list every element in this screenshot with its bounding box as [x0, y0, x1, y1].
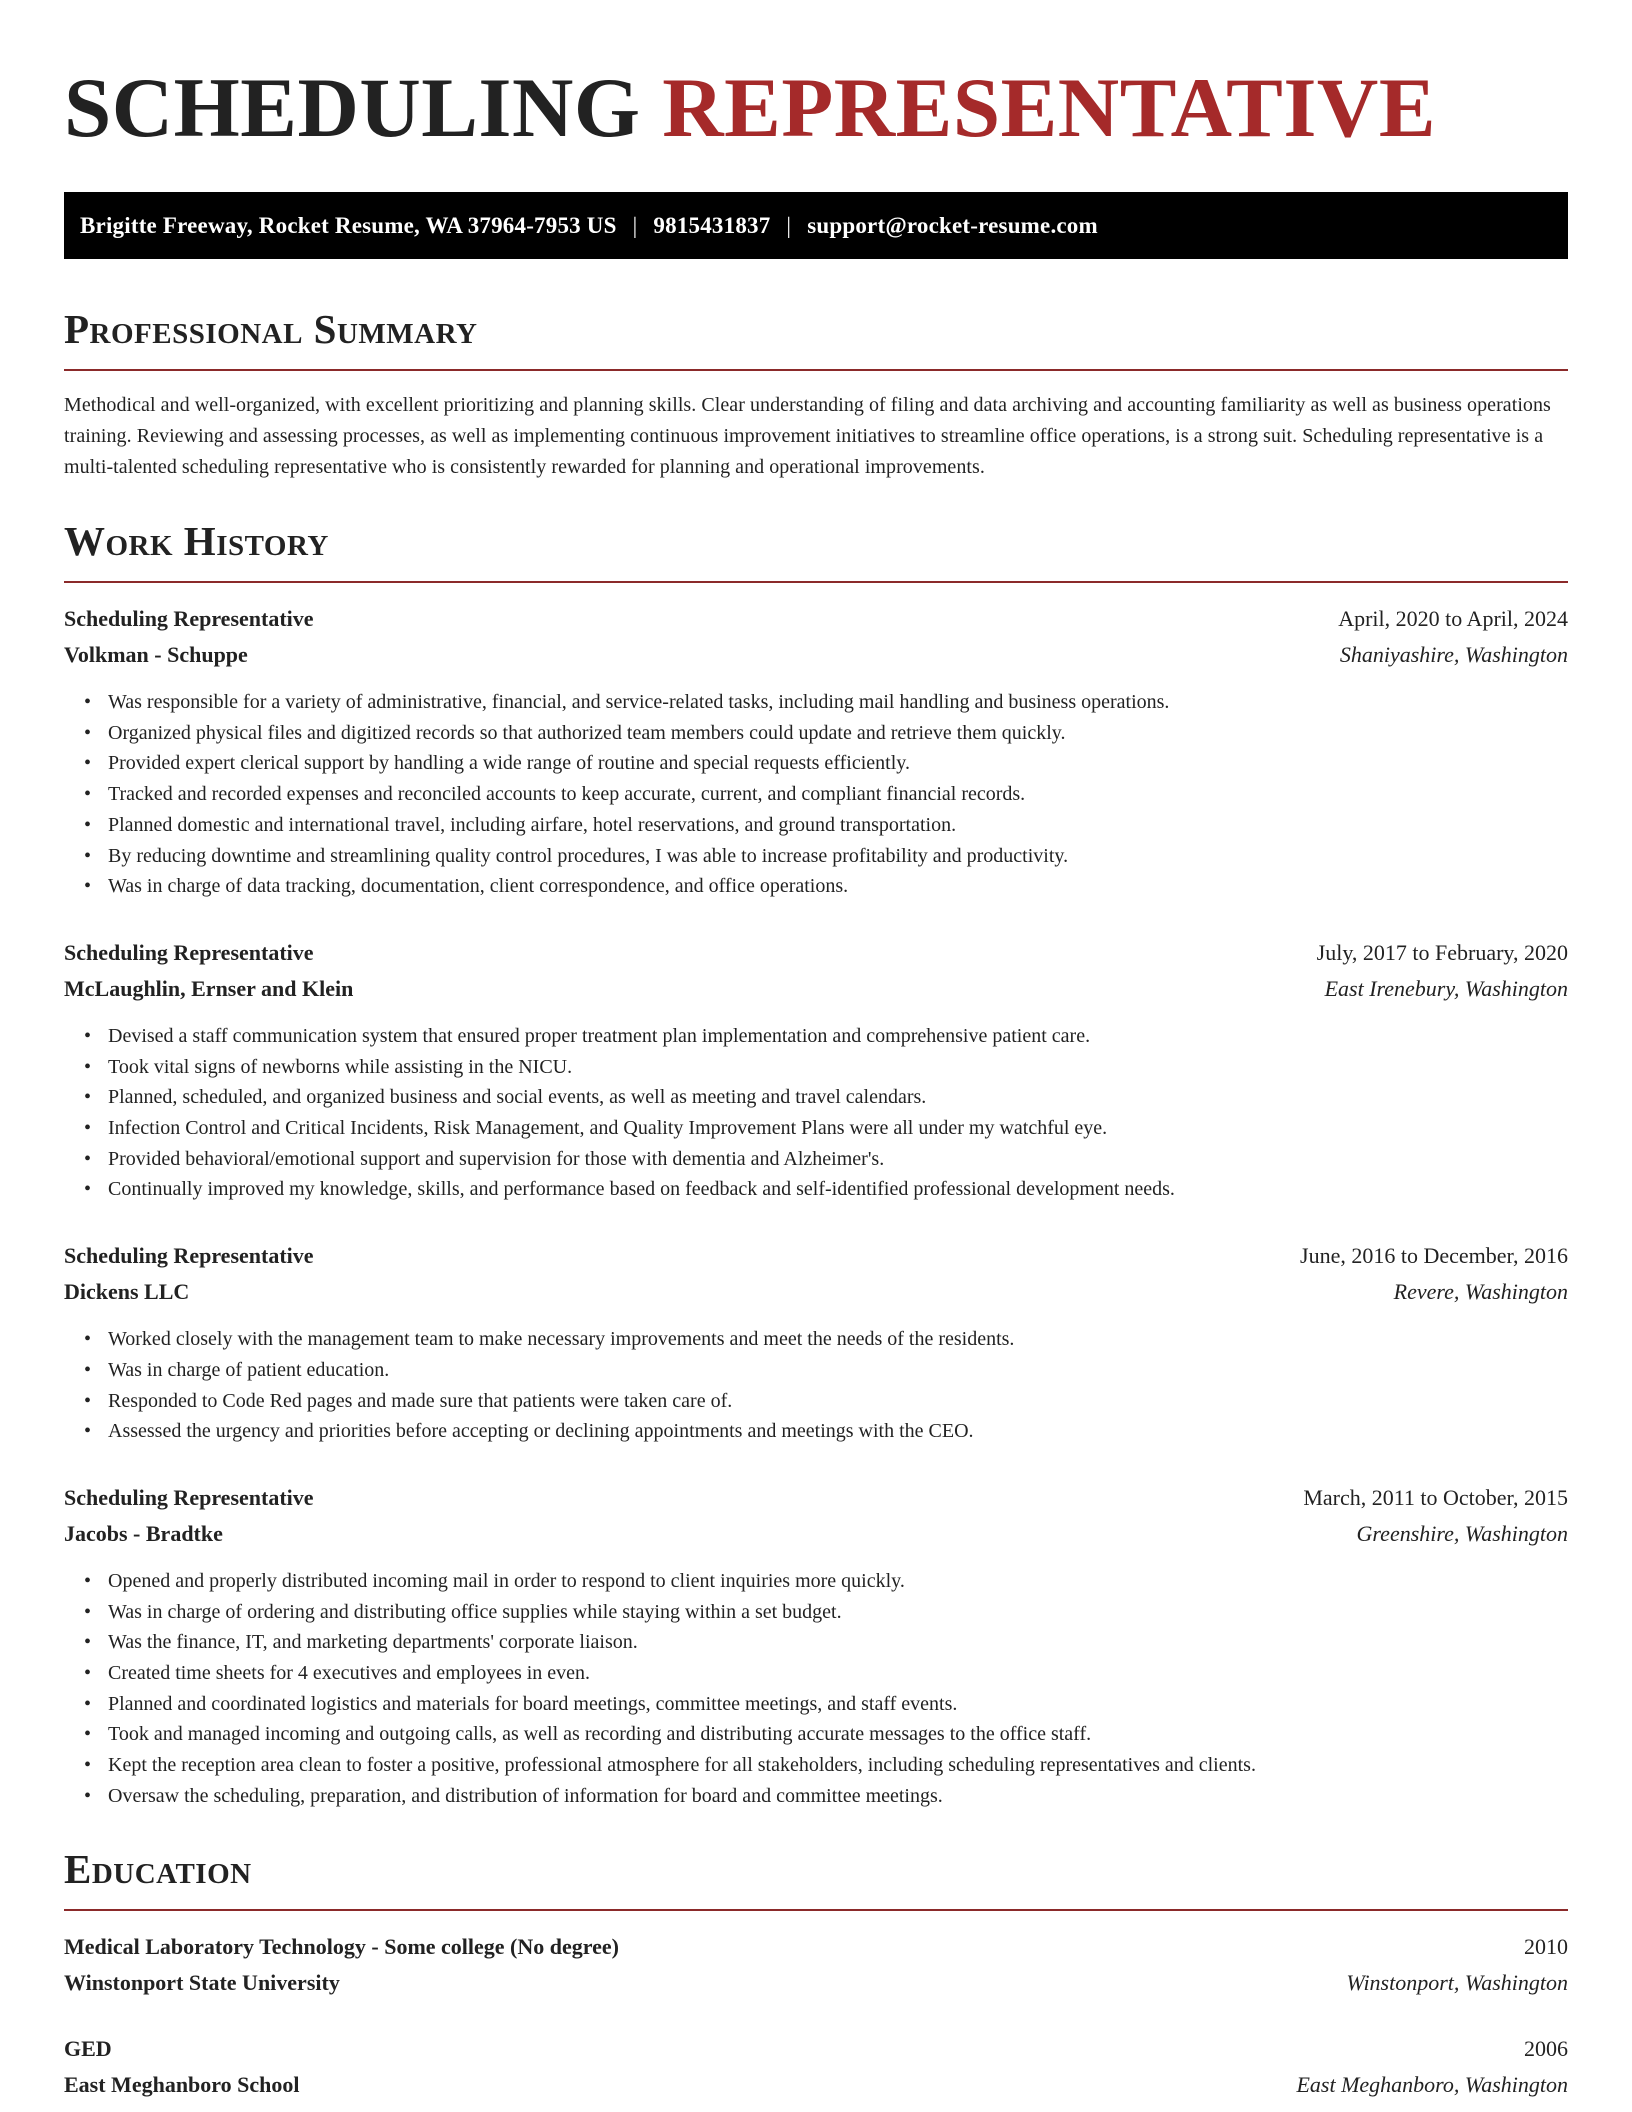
job-bullet: • Provided behavioral/emotional support and supervision for those with dementia and Alzheimer's.: [108, 1144, 1568, 1175]
job-bullet: • Took vital signs of newborns while assisting in the NICU.: [108, 1052, 1568, 1083]
job-bullet: • Planned, scheduled, and organized business and social events, as well as meeting and travel calendars.: [108, 1082, 1568, 1113]
job-bullets: [64, 687, 1568, 902]
education-year: 2006: [1524, 2035, 1568, 2061]
job-bullet: • Was in charge of ordering and distributing office supplies while staying within a set budget.: [108, 1597, 1568, 1628]
job-title: Scheduling Representative: [64, 1243, 314, 1269]
job-bullet: • Assessed the urgency and priorities before accepting or declining appointments and meetings with the CEO.: [108, 1416, 1568, 1447]
contact-bar: [64, 192, 1568, 259]
job-bullet: • Was in charge of patient education.: [108, 1355, 1568, 1386]
job-bullet: • Was the finance, IT, and marketing departments' corporate liaison.: [108, 1627, 1568, 1658]
job-bullet: • Planned domestic and international travel, including airfare, hotel reservations, and ground transportation.: [108, 810, 1568, 841]
job-entry: [64, 1242, 1568, 1447]
job-bullet: • Organized physical files and digitized records so that authorized team members could update and retrieve them quickly.: [108, 718, 1568, 749]
job-bullet: • Infection Control and Critical Incidents, Risk Management, and Quality Improvement Plans were all under my watchful eye.: [108, 1113, 1568, 1144]
job-dates: March, 2011 to October, 2015: [1303, 1484, 1568, 1510]
resume-title: [64, 54, 1568, 155]
education-degree: GED: [64, 2035, 112, 2061]
job-company: Dickens LLC: [64, 1279, 190, 1305]
contact-address: Brigitte Freeway, Rocket Resume, WA 37964-7953 US: [80, 212, 617, 238]
job-bullet: • Kept the reception area clean to foster a positive, professional atmosphere for all stakeholders, including scheduling representatives and clients.: [108, 1750, 1568, 1781]
contact-phone: 9815431837: [653, 212, 771, 238]
education-school: East Meghanboro School: [64, 2071, 300, 2097]
job-bullet: • Provided expert clerical support by handling a wide range of routine and special requests efficiently.: [108, 748, 1568, 779]
job-bullets: [64, 1021, 1568, 1205]
job-location: Greenshire, Washington: [1356, 1520, 1568, 1546]
job-bullet: • Oversaw the scheduling, preparation, and distribution of information for board and committee meetings.: [108, 1781, 1568, 1812]
job-bullet: • Was in charge of data tracking, documentation, client correspondence, and office operations.: [108, 871, 1568, 902]
job-bullet: • Continually improved my knowledge, skills, and performance based on feedback and self-identified professional development needs.: [108, 1174, 1568, 1205]
summary-heading: Professional Summary: [64, 306, 478, 352]
job-bullets: [64, 1324, 1568, 1447]
job-dates: April, 2020 to April, 2024: [1338, 606, 1568, 631]
education-school: Winstonport State University: [64, 1969, 340, 1995]
education-entry: [64, 1933, 1568, 1997]
job-bullet: • Created time sheets for 4 executives and employees in even.: [108, 1658, 1568, 1689]
job-title: Scheduling Representative: [64, 1484, 314, 1510]
job-entry: [64, 605, 1568, 902]
title-main: SCHEDULING: [64, 61, 641, 155]
contact-separator: |: [632, 212, 638, 238]
education-year: 2010: [1524, 1933, 1568, 1959]
education-degree: Medical Laboratory Technology - Some college (No degree): [64, 1933, 619, 1959]
job-bullet: • Tracked and recorded expenses and reconciled accounts to keep accurate, current, and compliant financial records.: [108, 779, 1568, 810]
job-location: East Irenebury, Washington: [1324, 975, 1568, 1001]
education-section: [64, 1845, 1568, 2099]
job-dates: June, 2016 to December, 2016: [1300, 1243, 1568, 1269]
job-location: Revere, Washington: [1393, 1279, 1568, 1305]
work-history-section: [64, 518, 1568, 1812]
job-dates: July, 2017 to February, 2020: [1316, 939, 1568, 965]
job-location: Shaniyashire, Washington: [1339, 642, 1568, 667]
job-bullet: • Responded to Code Red pages and made sure that patients were taken care of.: [108, 1386, 1568, 1417]
contact-separator: |: [786, 212, 792, 238]
job-bullet: • Devised a staff communication system that ensured proper treatment plan implementation and comprehensive patient care.: [108, 1021, 1568, 1052]
job-entry: [64, 939, 1568, 1205]
job-company: Volkman - Schuppe: [64, 642, 248, 667]
job-entry: [64, 1484, 1568, 1812]
job-company: Jacobs - Bradtke: [64, 1520, 223, 1546]
job-title: Scheduling Representative: [64, 939, 314, 965]
section-divider: [64, 581, 1568, 583]
section-divider: [64, 369, 1568, 371]
job-company: McLaughlin, Ernser and Klein: [64, 975, 354, 1001]
summary-section: [64, 306, 1568, 483]
education-location: Winstonport, Washington: [1346, 1969, 1568, 1995]
job-title: Scheduling Representative: [64, 606, 314, 631]
education-location: East Meghanboro, Washington: [1296, 2071, 1568, 2097]
summary-text: Methodical and well-organized, with excellent prioritizing and planning skills. Clear understanding of filing and data archiving and accounting familiarity as well as business operations training. Reviewing and assessing processes, as well as implementing continuous improvement initiatives to streamline office operations, is a strong suit. Scheduling representative is a multi-talented scheduling representative who is consistently rewarded for planning and operational improvements.: [64, 394, 1551, 478]
job-bullet: • Planned and coordinated logistics and materials for board meetings, committee meetings, and staff events.: [108, 1689, 1568, 1720]
job-bullets: [64, 1566, 1568, 1812]
job-bullet: • Took and managed incoming and outgoing calls, as well as recording and distributing accurate messages to the office staff.: [108, 1719, 1568, 1750]
job-bullet: • Was responsible for a variety of administrative, financial, and service-related tasks, including mail handling and business operations.: [108, 687, 1568, 718]
work-history-heading: Work History: [64, 518, 329, 564]
section-divider: [64, 1909, 1568, 1911]
job-bullet: • Opened and properly distributed incoming mail in order to respond to client inquiries more quickly.: [108, 1566, 1568, 1597]
education-heading: Education: [64, 1845, 252, 1892]
job-bullet: • Worked closely with the management team to make necessary improvements and meet the needs of the residents.: [108, 1324, 1568, 1355]
contact-email[interactable]: support@rocket-resume.com: [807, 212, 1098, 238]
education-entry: [64, 2035, 1568, 2099]
job-bullet: • By reducing downtime and streamlining quality control procedures, I was able to increase profitability and productivity.: [108, 841, 1568, 872]
title-accent: REPRESENTATIVE: [662, 61, 1437, 155]
